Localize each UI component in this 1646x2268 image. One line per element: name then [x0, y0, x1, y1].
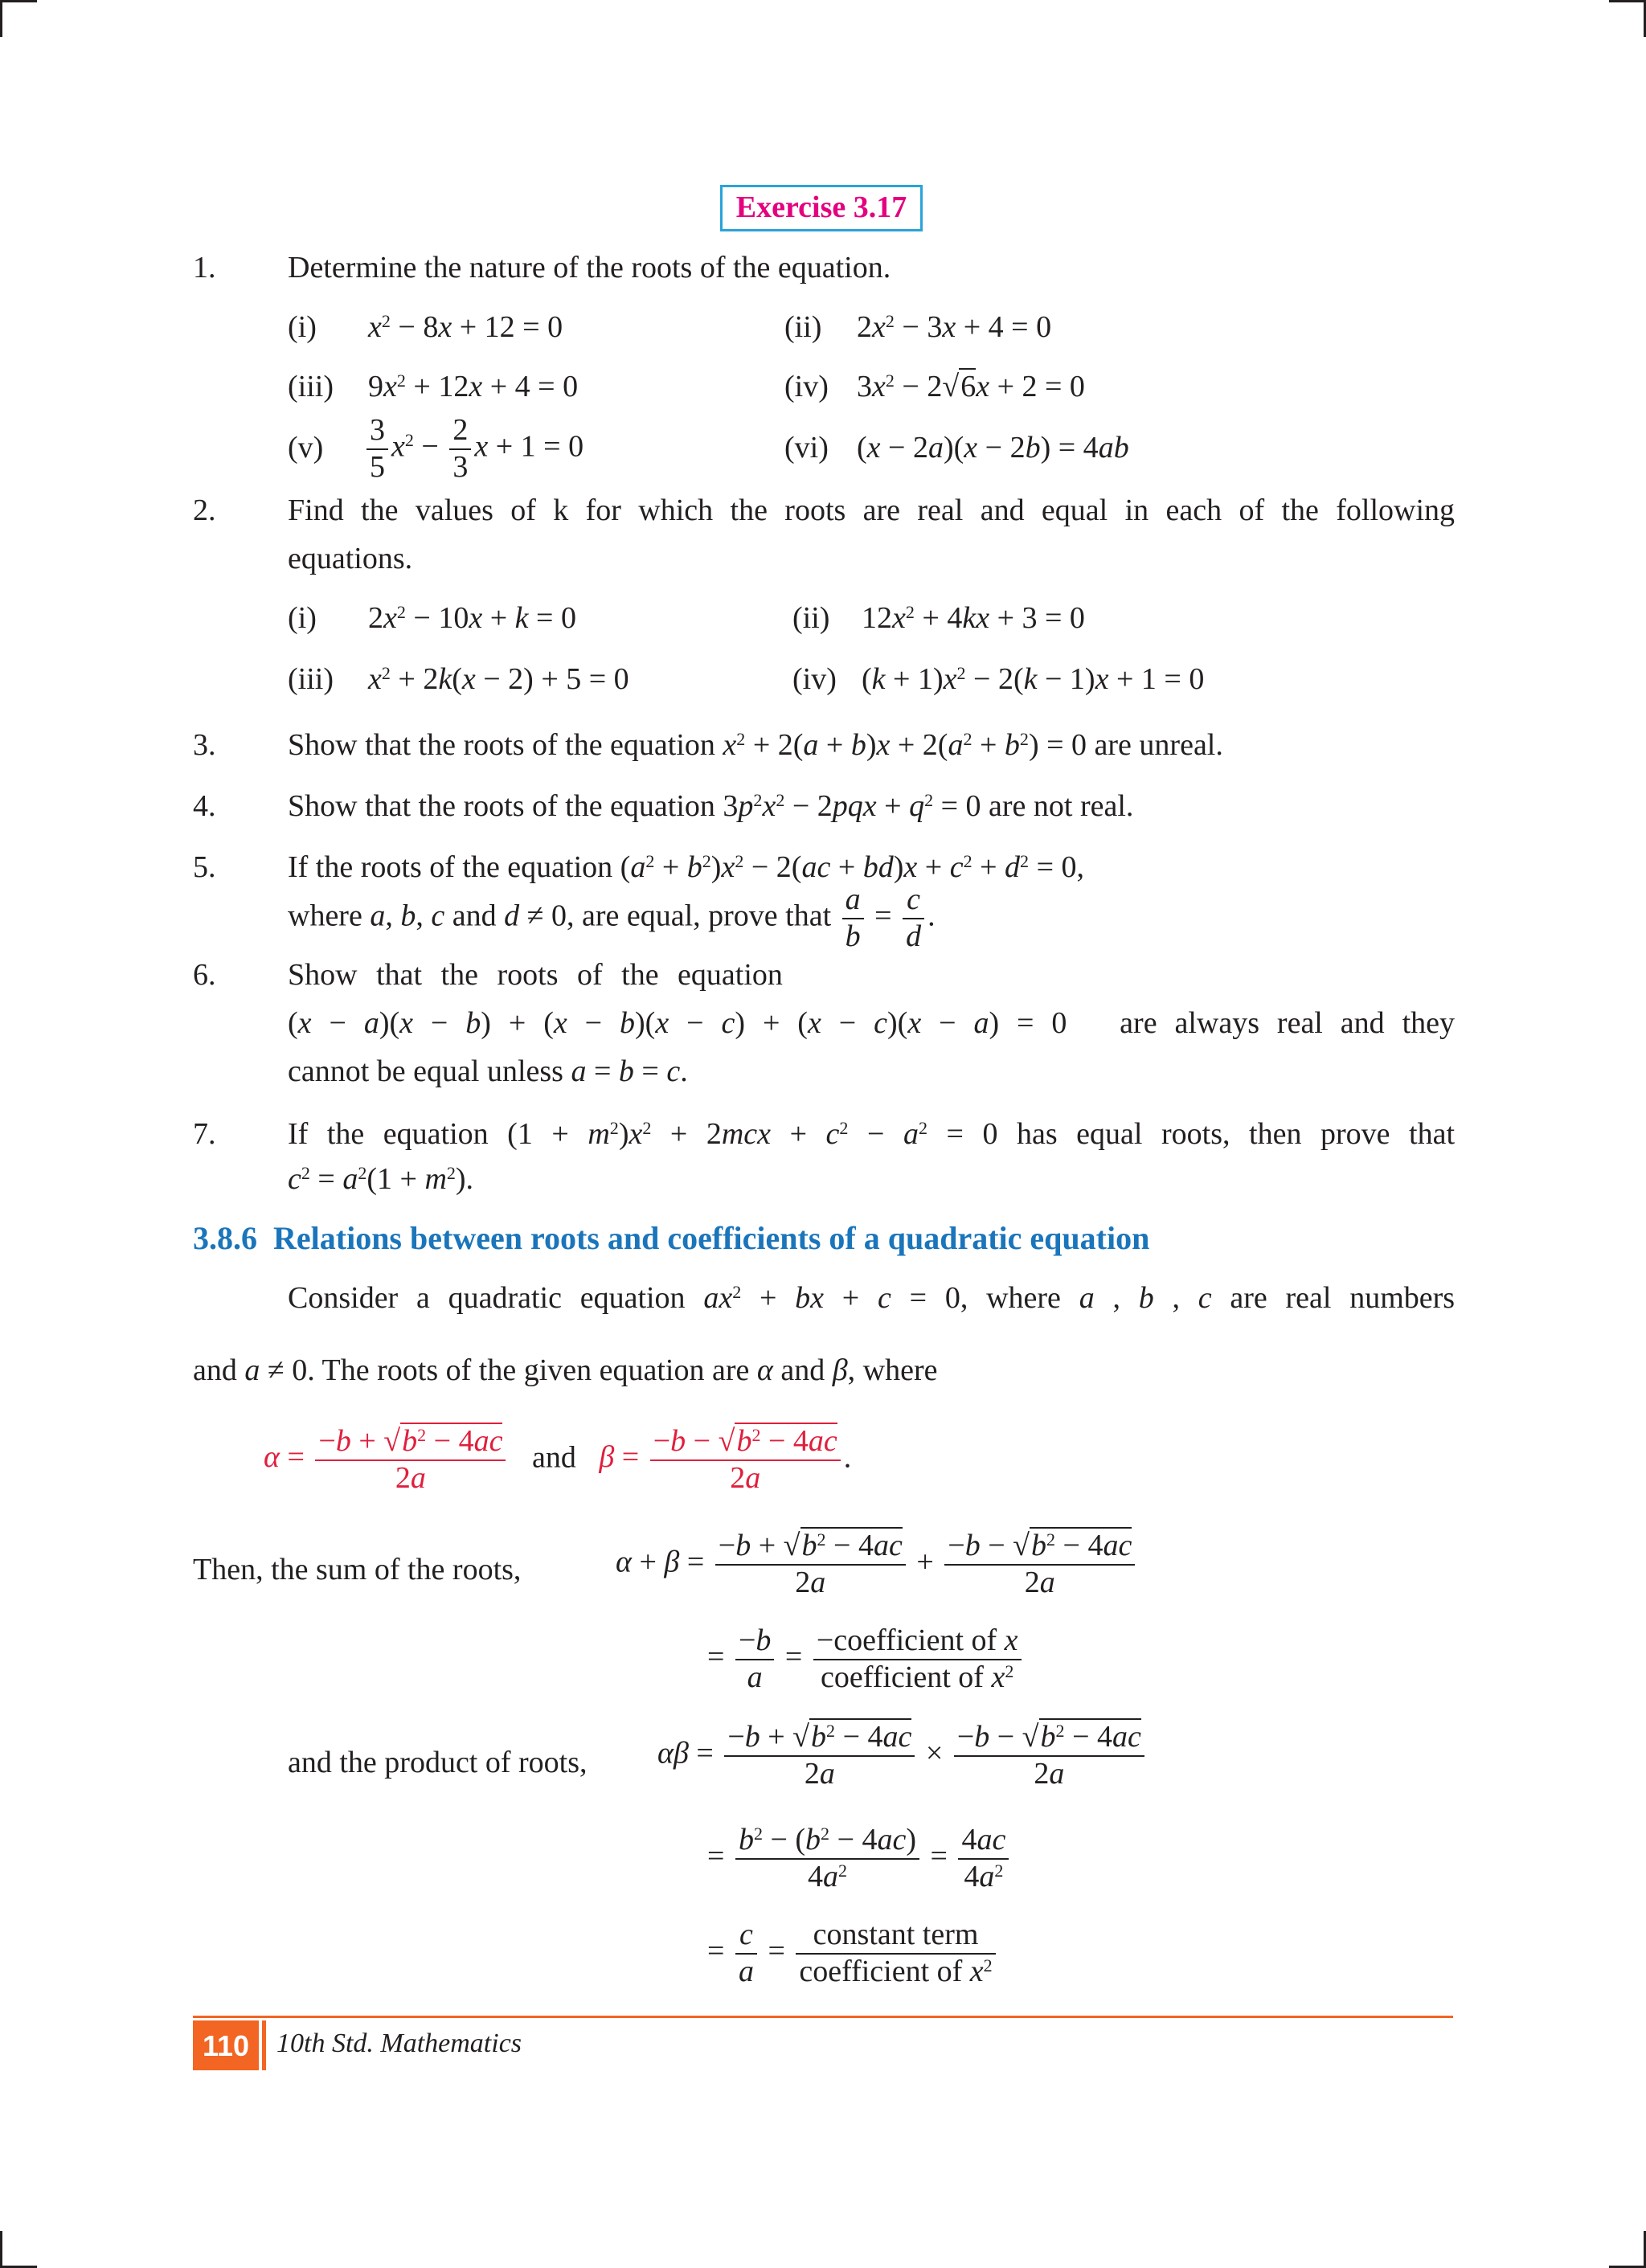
- equation: $x^2 + 2k(x - 2) + 5 = 0$: [368, 662, 629, 696]
- paragraph-line: and a ≠ 0. The roots of the given equation are α and β, where: [193, 1353, 938, 1387]
- question-text-cont: cannot be equal unless a = b = c.: [288, 1054, 688, 1088]
- equation: $12x^2 + 4kx + 3 = 0$: [862, 601, 1085, 635]
- question-text-cont: where a, b, c and d ≠ 0, are equal, prove that $\frac{a}{b}$ = $\frac{c}{d}$ .: [288, 882, 936, 953]
- question-text: Show that the roots of the equation $3p^2x^2 - 2pqx + q^2 = 0$ are not real.: [288, 789, 1134, 823]
- part-label: (iv): [784, 370, 829, 403]
- product-step: = $\frac{b^2 - (b^2 - 4ac)}{4a^2}$ = $\frac{4ac}{4a^2}$: [707, 1823, 1012, 1894]
- question-text-cont: equations.: [288, 542, 413, 575]
- product-equation: αβ = $\frac{-b + √b^2 - 4ac}{2a}$ × $\frac{-b - √b^2 - 4ac}{2a}$: [657, 1720, 1148, 1791]
- para-text: and: [193, 1353, 237, 1387]
- part-label: (iii): [288, 662, 334, 696]
- question-text-start: If the roots of the equation: [288, 850, 613, 884]
- part-label: (iii): [288, 370, 334, 403]
- question-text-where: where: [288, 899, 362, 933]
- sum-label: Then, the sum of the roots,: [193, 1553, 522, 1586]
- part-label: (vi): [784, 431, 829, 465]
- roots-formula: α = $\frac{-b + √b^2 - 4ac}{2a}$ and β = $\frac{-b - √b^2 - 4ac}{2a}$ .: [264, 1424, 852, 1495]
- product-result: = $\frac{c}{a}$ = $\frac{\text{constant term}}{coefficient of x^2}$: [707, 1918, 999, 1989]
- para-text: Consider a quadratic equation: [288, 1281, 686, 1315]
- question-text: If the roots of the equation $(a^2 + b^2)x^2 - 2(ac + bd)x + c^2 + d^2 = 0$,: [288, 850, 1084, 884]
- paragraph-line: Consider a quadratic equation $ax^2$ + bx + c = 0, where a , b , c are real numbers: [288, 1281, 1456, 1315]
- question-number: 7.: [193, 1117, 216, 1151]
- equation: $3x^2 - 2√6x + 2 = 0$: [857, 370, 1085, 403]
- question-text-start: If the equation: [288, 1117, 489, 1151]
- equation: (x − 2a)(x − 2b) = 4ab: [857, 431, 1129, 465]
- page-number: 110: [193, 2020, 259, 2070]
- equation: $\frac{3}{5}$ $x^2$ − $\frac{2}{3}$ x + 1 = 0: [363, 413, 583, 485]
- coeff-text: coefficient of: [821, 1660, 984, 1694]
- constant-term-text: constant term: [796, 1918, 995, 1955]
- para-text: are real numbers: [1230, 1281, 1456, 1315]
- crop-mark-bottom-left-v: [0, 2231, 2, 2268]
- part-label: (i): [288, 310, 317, 344]
- coeff-text: coefficient of: [799, 1954, 963, 1988]
- question-text-cont: $c^2 = a^2(1 + m^2)$.: [288, 1162, 474, 1196]
- question-text: Show that the roots of the equation: [288, 958, 783, 992]
- question-number: 3.: [193, 728, 216, 762]
- coeff-text: coefficient of: [833, 1623, 997, 1657]
- sum-equation: α + β = $\frac{-b + √b^2 - 4ac}{2a}$ + $\frac{-b - √b^2 - 4ac}{2a}$: [616, 1529, 1138, 1600]
- question-text-start: Show that the roots of the equation: [288, 728, 715, 762]
- question-number: 2.: [193, 493, 216, 527]
- equation: $2x^2 - 3x + 4 = 0$: [857, 310, 1052, 344]
- product-label: and the product of roots,: [288, 1746, 588, 1779]
- question-text-end: are unreal.: [1094, 728, 1223, 762]
- part-label: (ii): [792, 601, 830, 635]
- crop-mark-top-right-h: [1609, 0, 1646, 2]
- footer-rule: [193, 2016, 1453, 2018]
- para-text: . The roots of the given equation are: [307, 1353, 750, 1387]
- question-text: Show that the roots of the equation $x^2 + 2(a + b)x + 2(a^2 + b^2) = 0$ are unreal.: [288, 728, 1223, 762]
- question-text-end: are always real and they: [1120, 1006, 1455, 1040]
- page-number-accent: [262, 2020, 266, 2070]
- question-number: 5.: [193, 850, 216, 884]
- crop-mark-top-left-v: [0, 0, 2, 37]
- equation: $x^2 - 8x + 12 = 0$: [368, 310, 563, 344]
- part-label: (v): [288, 431, 324, 465]
- question-text: If the equation $(1 + m^2)x^2 + 2mcx + c^2 - a^2 = 0$ has equal roots, then prove that: [288, 1117, 1456, 1151]
- part-label: (iv): [792, 662, 837, 696]
- question-text-end: cannot be equal unless: [288, 1054, 563, 1088]
- crop-mark-top-left-h: [0, 0, 37, 2]
- question-text-start: Show that the roots of the equation: [288, 789, 715, 823]
- para-text: , where: [847, 1353, 938, 1387]
- book-title: 10th Std. Mathematics: [276, 2029, 522, 2058]
- exercise-title: Exercise 3.17: [720, 185, 923, 231]
- question-text: Determine the nature of the roots of the equation.: [288, 251, 891, 285]
- equation: $(k + 1)x^2 - 2(k - 1)x + 1 = 0$: [862, 662, 1205, 696]
- equation: $2x^2 - 10x + k = 0$: [368, 601, 576, 635]
- question-text-cont: (x − a)(x − b) + (x − b)(x − c) + (x − c)(x − a) = 0 are always real and they: [288, 1006, 1455, 1040]
- question-number: 4.: [193, 789, 216, 823]
- question-number: 6.: [193, 958, 216, 992]
- para-text: where: [986, 1281, 1061, 1315]
- para-text: and: [780, 1353, 825, 1387]
- part-label: (i): [288, 601, 317, 635]
- question-text: Find the values of k for which the roots are real and equal in each of the following: [288, 493, 1455, 527]
- and-word: and: [531, 1440, 576, 1475]
- equation: $9x^2 + 12x + 4 = 0$: [368, 370, 579, 403]
- question-text-end: are not real.: [989, 789, 1134, 823]
- question-text-end: has equal roots, then prove that: [1016, 1117, 1456, 1151]
- section-heading: Relations between roots and coefficients of a quadratic equation: [273, 1220, 1150, 1256]
- question-number: 1.: [193, 251, 216, 285]
- section-number: 3.8.6: [193, 1220, 257, 1256]
- sum-result: = $\frac{-b}{a}$ = $\frac{\text{−coefficient of x}}{coefficient of x^2}$: [707, 1623, 1025, 1695]
- part-label: (ii): [784, 310, 822, 344]
- section-title: [193, 1218, 1149, 1259]
- question-text-mid: are equal, prove that: [581, 899, 832, 933]
